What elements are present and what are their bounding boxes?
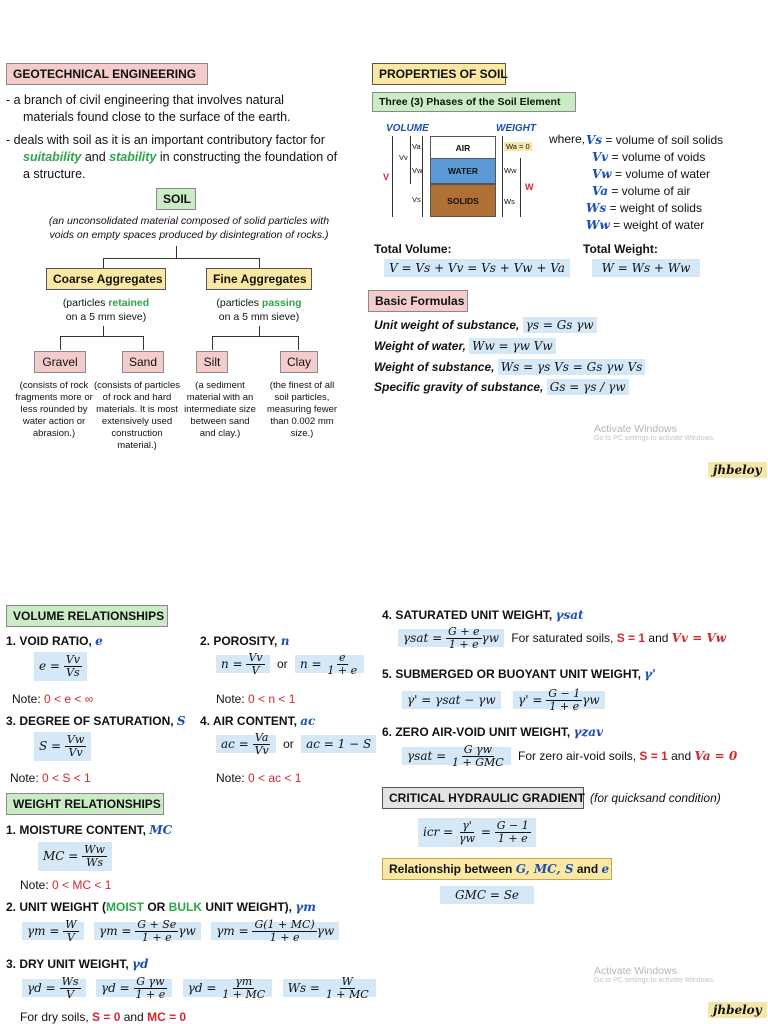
- fraction: [220, 976, 267, 1001]
- numerator: G(1 + MC): [254, 918, 315, 931]
- where-item-4: [586, 183, 746, 200]
- porosity-equation-1: [216, 651, 270, 677]
- volume-relationships-tag: VOLUME RELATIONSHIPS: [6, 605, 168, 627]
- basic-formula-3: [374, 360, 645, 374]
- basic-formula-1: [374, 318, 597, 332]
- tree-line: [103, 258, 260, 259]
- note-range: 0 < ac < 1: [248, 771, 302, 785]
- coarse-desc-prefix: (particles: [62, 297, 109, 309]
- diagram-dim-line: [410, 136, 411, 184]
- denominator: 1 + e: [448, 638, 479, 651]
- tree-line: [176, 246, 177, 258]
- zero-air-void-symbol: γzav: [573, 725, 604, 739]
- suitability-word: suitability: [23, 150, 82, 164]
- relationship-label: Relationship between: [389, 862, 516, 876]
- solids-phase: [430, 184, 496, 217]
- bf-equation: Ws = γs Vs = Gs γw Vs: [498, 359, 645, 375]
- dry-soils-note: [20, 1010, 186, 1024]
- bf-label: Specific gravity of substance,: [374, 380, 547, 394]
- water-phase-label: WATER: [447, 166, 479, 176]
- tree-line: [212, 336, 299, 337]
- where-sym: Vw: [592, 167, 612, 181]
- note-s: S = 1: [616, 631, 646, 645]
- dry-unit-weight-symbol: γd: [132, 957, 149, 971]
- denominator: 1 + e: [141, 931, 172, 944]
- or-word: or: [283, 737, 294, 751]
- numerator: γ': [462, 819, 472, 832]
- numerator: Vw: [66, 733, 85, 746]
- author-signature: jhbeloy: [708, 462, 767, 478]
- basic-formula-2: [374, 339, 556, 353]
- where-intro: where,: [549, 132, 586, 146]
- tree-line: [103, 326, 104, 336]
- numerator: Vv: [65, 653, 80, 666]
- watermark-title: Activate Windows: [594, 423, 677, 435]
- submerged-unit-weight-equation-2: [513, 687, 605, 713]
- tree-line: [298, 336, 299, 350]
- geo-bullet-1-line2: materials found close to the surface of the earth.: [23, 110, 291, 124]
- saturated-unit-weight-row: [398, 626, 726, 651]
- zero-air-void-title: [382, 725, 603, 739]
- diagram-ws: Ws: [504, 197, 515, 206]
- degree-of-saturation-title: [6, 714, 186, 728]
- denominator: Vs: [66, 666, 80, 679]
- sand-tag: Sand: [122, 351, 164, 373]
- denominator: 1 + e: [135, 988, 166, 1001]
- denominator: Vv: [68, 746, 83, 759]
- zero-air-void-row: [402, 744, 737, 769]
- fraction: [246, 652, 264, 677]
- bf-label: Weight of substance,: [374, 360, 498, 374]
- bf-equation: Gs = γs / γw: [547, 379, 629, 395]
- zero-air-void-equation: [402, 743, 511, 769]
- denominator: V: [66, 931, 75, 944]
- fine-aggregates-tag: Fine Aggregates: [206, 268, 312, 290]
- note-prefix: For zero air-void soils,: [518, 749, 640, 763]
- where-item-2: [586, 149, 746, 166]
- or-word: or: [276, 657, 288, 671]
- gravel-tag: Gravel: [34, 351, 86, 373]
- tree-line: [259, 326, 260, 336]
- geo-bullet-2-line3: a structure.: [23, 167, 86, 181]
- eq-lhs: n =: [299, 657, 322, 671]
- geo-bullet-2: [6, 132, 366, 183]
- denominator: 1 + e: [327, 664, 358, 677]
- diagram-w: W: [525, 182, 534, 192]
- air-phase: [430, 136, 496, 159]
- note-mc: MC = 0: [147, 1010, 187, 1024]
- where-item-1: [586, 132, 746, 149]
- where-text: = volume of air: [607, 184, 691, 198]
- air-content-equations: [216, 732, 376, 757]
- saturated-unit-weight-title: [382, 608, 584, 622]
- degree-of-saturation-equation: [34, 732, 91, 761]
- bulk-word: BULK: [168, 900, 202, 914]
- equals-sign: =: [480, 825, 491, 839]
- fraction: [60, 976, 81, 1001]
- fraction: [325, 652, 359, 677]
- basic-formulas-tag: Basic Formulas: [368, 290, 468, 312]
- dry-unit-weight-equation-3: [183, 975, 272, 1001]
- total-volume-equation: V = Vs + Vv = Vs + Vw + Va: [384, 259, 570, 277]
- fraction: [446, 626, 482, 651]
- diagram-dim-line: [520, 158, 521, 217]
- fraction: [495, 820, 531, 845]
- eq-lhs: γm =: [99, 924, 132, 938]
- degree-of-saturation-note: [10, 771, 91, 785]
- submerged-unit-weight-label: 5. SUBMERGED OR BUOYANT UNIT WEIGHT,: [382, 667, 645, 681]
- denominator: γw: [459, 832, 475, 845]
- activate-windows-watermark: [594, 423, 715, 442]
- numerator: G − 1: [548, 687, 581, 700]
- soil-definition-line1: (an unconsolidated material composed of solid particles with: [48, 215, 330, 227]
- numerator: e: [339, 651, 346, 664]
- void-ratio-note: [12, 692, 93, 706]
- solids-weight-equation: [283, 975, 376, 1001]
- saturated-unit-weight-label: 4. SATURATED UNIT WEIGHT,: [382, 608, 556, 622]
- fraction: [82, 844, 107, 869]
- total-weight-label: Total Weight:: [583, 242, 658, 256]
- where-sym: Ws: [586, 201, 607, 215]
- coarse-description-line1: [46, 296, 166, 310]
- unit-weight-equations: [22, 919, 339, 944]
- dry-unit-weight-equation-1: [22, 975, 86, 1001]
- where-text: = volume of water: [611, 167, 711, 181]
- sand-description: (consists of particles of rock and hard materials. It is most extensively used construction material.): [93, 380, 181, 451]
- watermark-subtitle: Go to PC settings to activate Windows.: [594, 435, 715, 442]
- soil-tag: SOIL: [156, 188, 196, 210]
- numerator: W: [341, 975, 353, 988]
- critical-hydraulic-gradient-equation: [418, 818, 536, 847]
- numerator: Va: [254, 731, 269, 744]
- note-s: S = 1: [639, 749, 668, 763]
- saturated-unit-weight-symbol: γsat: [555, 608, 584, 622]
- denominator: 1 + e: [549, 700, 580, 713]
- tree-line: [259, 258, 260, 268]
- dry-unit-weight-equations: [22, 976, 376, 1001]
- where-sym: Vs: [586, 133, 603, 147]
- diagram-dim-line: [422, 136, 423, 217]
- geo-bullet-2-rest: in constructing the foundation of: [156, 150, 338, 164]
- fine-description-line1: [200, 296, 318, 310]
- moisture-content-note: [20, 878, 111, 892]
- air-content-label: 4. AIR CONTENT,: [200, 714, 301, 728]
- total-volume-label: Total Volume:: [374, 242, 452, 256]
- eq-tail: γw: [316, 924, 335, 938]
- air-content-symbol: ac: [300, 714, 316, 728]
- fraction: [63, 919, 78, 944]
- numerator: G − 1: [496, 819, 529, 832]
- eq-lhs: ac =: [221, 737, 249, 751]
- or-word: OR: [144, 900, 169, 914]
- eq-lhs: γm =: [216, 924, 249, 938]
- and-word: and: [573, 862, 602, 876]
- unit-weight-symbol: γm: [295, 900, 316, 914]
- diagram-ww: Ww: [504, 166, 517, 175]
- note-vv: Vv = Vw: [671, 631, 727, 645]
- bf-label: Weight of water,: [374, 339, 470, 353]
- eq-tail: γw: [178, 924, 196, 938]
- porosity-label: 2. POROSITY,: [200, 634, 281, 648]
- dry-unit-weight-equation-2: [96, 975, 172, 1001]
- moisture-content-equation: [38, 842, 112, 871]
- relationship-tag: [382, 858, 612, 880]
- soil-definition-line2: voids on empty spaces produced by disintegration of rocks.): [49, 229, 329, 241]
- three-phases-tag: Three (3) Phases of the Soil Element: [372, 92, 576, 112]
- void-ratio-equation: [34, 652, 87, 681]
- unit-weight-equation-1: [22, 918, 84, 944]
- fraction: [457, 820, 477, 845]
- void-ratio-symbol: e: [95, 634, 103, 648]
- and-word: and: [645, 631, 672, 645]
- moisture-content-title: [6, 823, 172, 837]
- coarse-description-line2: on a 5 mm sieve): [65, 311, 147, 323]
- unit-weight-equation-3: [211, 918, 339, 944]
- air-content-equation-2: ac = 1 − S: [301, 735, 376, 753]
- diagram-v: V: [383, 172, 390, 182]
- where-sym: Ww: [586, 218, 610, 232]
- stability-word: stability: [109, 150, 157, 164]
- gravel-description: (consists of rock fragments more or less rounded by water action or abrasion.): [15, 380, 93, 439]
- numerator: W: [65, 918, 77, 931]
- void-ratio-title: [6, 634, 103, 648]
- numerator: Ww: [84, 843, 105, 856]
- diagram-dim-line: [392, 136, 393, 217]
- coarse-description: [46, 296, 166, 324]
- solids-phase-label: SOLIDS: [447, 196, 479, 206]
- where-text: = weight of solids: [606, 201, 702, 215]
- denominator: 1 + e: [497, 832, 528, 845]
- porosity-equation-2: [295, 651, 364, 677]
- tree-line: [103, 258, 104, 268]
- submerged-unit-weight-row: [402, 688, 605, 713]
- denominator: 1 + MC: [222, 988, 266, 1001]
- submerged-unit-weight-title: [382, 667, 656, 681]
- eq-lhs: γsat =: [403, 631, 443, 645]
- bf-equation: Ww = γw Vw: [469, 338, 555, 354]
- air-content-equation-1: [216, 731, 276, 757]
- note-prefix: Note:: [216, 771, 249, 785]
- note-prefix: Note:: [216, 692, 249, 706]
- where-item-3: [586, 166, 746, 183]
- unit-weight-label-b: UNIT WEIGHT),: [202, 900, 296, 914]
- denominator: V: [251, 664, 260, 677]
- critical-hydraulic-gradient-note: (for quicksand condition): [590, 791, 721, 805]
- total-weight-equation: W = Ws + Ww: [592, 259, 700, 277]
- and-word: and: [81, 150, 110, 164]
- diagram-vw: Vw: [412, 166, 423, 175]
- porosity-equations: [216, 652, 364, 677]
- properties-of-soil-tag: PROPERTIES OF SOIL: [372, 63, 506, 85]
- denominator: 1 + e: [269, 931, 300, 944]
- basic-formula-4: [374, 380, 629, 394]
- diagram-wa: Wa = 0: [506, 142, 530, 151]
- clay-description: (the finest of all soil particles, measuring fewer than 0.002 mm size.): [266, 380, 338, 439]
- where-text: = volume of voids: [608, 150, 706, 164]
- saturation-label: 3. DEGREE OF SATURATION,: [6, 714, 177, 728]
- eq-tail: γw: [582, 693, 600, 707]
- water-phase: [430, 158, 496, 184]
- fraction: [253, 732, 271, 757]
- denominator: Vv: [254, 744, 269, 757]
- bf-equation: γs = Gs γw: [523, 317, 597, 333]
- numerator: G + Se: [137, 918, 177, 931]
- eq-lhs: n =: [221, 657, 243, 671]
- note-range: 0 < n < 1: [248, 692, 296, 706]
- submerged-unit-weight-equation-1: γ' = γsat − γw: [402, 691, 501, 709]
- eq-lhs: MC =: [43, 849, 79, 863]
- numerator: Ws: [61, 975, 79, 988]
- moist-word: MOIST: [106, 900, 144, 914]
- activate-windows-watermark: [594, 965, 715, 984]
- author-signature: jhbeloy: [708, 1002, 767, 1018]
- where-sym: Va: [592, 184, 608, 198]
- geo-title-tag: GEOTECHNICAL ENGINEERING: [6, 63, 208, 85]
- eq-lhs: γd =: [187, 981, 217, 995]
- where-sym: Vv: [592, 150, 609, 164]
- soil-definition: [14, 214, 364, 242]
- saturation-symbol: S: [176, 714, 186, 728]
- eq-lhs: e =: [39, 659, 60, 673]
- eq-lhs: icr =: [423, 825, 454, 839]
- submerged-unit-weight-symbol: γ': [644, 667, 656, 681]
- silt-tag: Silt: [196, 351, 228, 373]
- denominator: V: [66, 988, 75, 1001]
- watermark-subtitle: Go to PC settings to activate Windows.: [594, 977, 715, 984]
- numerator: Vv: [248, 651, 263, 664]
- diagram-va: Va: [412, 142, 421, 151]
- diagram-vv: Vv: [399, 153, 408, 162]
- eq-lhs: Ws =: [287, 981, 320, 995]
- relationship-equation: GMC = Se: [440, 886, 534, 904]
- fraction: [65, 734, 86, 759]
- fine-description-line2: on a 5 mm sieve): [218, 311, 300, 323]
- denominator: 1 + GMC: [452, 756, 504, 769]
- eq-lhs: γsat =: [407, 749, 447, 763]
- and-word: and: [120, 1010, 148, 1024]
- void-ratio-label: 1. VOID RATIO,: [6, 634, 96, 648]
- note-range: 0 < e < ∞: [44, 692, 94, 706]
- dry-unit-weight-label: 3. DRY UNIT WEIGHT,: [6, 957, 133, 971]
- eq-tail: γw: [481, 631, 499, 645]
- unit-weight-label-a: 2. UNIT WEIGHT (: [6, 900, 106, 914]
- tree-line: [212, 336, 213, 350]
- air-content-title: [200, 714, 315, 728]
- fraction: [135, 919, 178, 944]
- and-word: and: [667, 749, 695, 763]
- diagram-volume-label: VOLUME: [386, 123, 429, 134]
- where-item-5: [586, 200, 746, 217]
- silt-description: (a sediment material with an intermediate size between sand and clay.): [184, 380, 256, 439]
- watermark-title: Activate Windows: [594, 965, 677, 977]
- note-prefix: Note:: [12, 692, 45, 706]
- porosity-note: [216, 692, 295, 706]
- note-range: 0 < MC < 1: [52, 878, 112, 892]
- note-prefix: Note:: [20, 878, 53, 892]
- where-item-6: [586, 217, 746, 234]
- geo-bullet-2-line1: - deals with soil as it is an important contributory factor for: [6, 133, 325, 147]
- where-text: = volume of soil solids: [602, 133, 724, 147]
- coarse-aggregates-tag: Coarse Aggregates: [46, 268, 166, 290]
- numerator: G γw: [136, 975, 165, 988]
- relationship-e: e: [601, 862, 610, 876]
- fraction: [252, 919, 316, 944]
- eq-lhs: γ' =: [518, 693, 543, 707]
- slide-soil-relationships: [0, 512, 768, 1024]
- eq-lhs: S =: [39, 739, 62, 753]
- saturated-unit-weight-equation: [398, 625, 504, 651]
- critical-hydraulic-gradient-tag: CRITICAL HYDRAULIC GRADIENT: [382, 787, 584, 809]
- dry-unit-weight-title: [6, 957, 148, 971]
- tree-line: [60, 336, 144, 337]
- porosity-title: [200, 634, 289, 648]
- bf-label: Unit weight of substance,: [374, 318, 523, 332]
- passing-word: passing: [261, 297, 302, 309]
- tree-line: [143, 336, 144, 350]
- geo-bullet-1-line1: - a branch of civil engineering that involves natural: [6, 93, 284, 107]
- geo-bullet-2-line2: [6, 149, 366, 166]
- eq-lhs: γd =: [27, 981, 56, 995]
- diagram-weight-label: WEIGHT: [496, 123, 536, 134]
- moisture-content-symbol: MC: [149, 823, 173, 837]
- eq-lhs: γd =: [100, 981, 130, 995]
- denominator: Ws: [86, 856, 104, 869]
- eq-lhs: γm =: [27, 924, 60, 938]
- numerator: γm: [235, 975, 253, 988]
- retained-word: retained: [108, 297, 150, 309]
- fraction: [324, 976, 371, 1001]
- unit-weight-title: [6, 900, 316, 914]
- moisture-content-label: 1. MOISTURE CONTENT,: [6, 823, 150, 837]
- fine-desc-prefix: (particles: [216, 297, 262, 309]
- where-text: = weight of water: [609, 218, 705, 232]
- porosity-symbol: n: [280, 634, 290, 648]
- note-range: 0 < S < 1: [42, 771, 91, 785]
- diagram-dim-line: [502, 136, 503, 217]
- fraction: [64, 654, 82, 679]
- air-phase-label: AIR: [455, 143, 471, 153]
- note-prefix: Note:: [10, 771, 43, 785]
- fraction: [546, 688, 582, 713]
- note-va: Va = 0: [694, 749, 738, 763]
- fraction: [450, 744, 506, 769]
- note-s: S = 0: [92, 1010, 121, 1024]
- air-content-note: [216, 771, 301, 785]
- where-list: [586, 132, 746, 234]
- clay-tag: Clay: [280, 351, 318, 373]
- diagram-vs: Vs: [412, 195, 421, 204]
- unit-weight-equation-2: [94, 918, 201, 944]
- note-prefix: For dry soils,: [20, 1010, 93, 1024]
- denominator: 1 + MC: [325, 988, 369, 1001]
- weight-relationships-tag: WEIGHT RELATIONSHIPS: [6, 793, 164, 815]
- relationship-vars: G, MC, S: [515, 862, 574, 876]
- geo-bullet-1: [6, 92, 362, 126]
- tree-line: [60, 336, 61, 350]
- numerator: G γw: [463, 743, 492, 756]
- note-prefix: For saturated soils,: [511, 631, 617, 645]
- fine-description: [200, 296, 318, 324]
- fraction: [134, 976, 168, 1001]
- numerator: G + e: [448, 625, 480, 638]
- zero-air-void-label: 6. ZERO AIR-VOID UNIT WEIGHT,: [382, 725, 574, 739]
